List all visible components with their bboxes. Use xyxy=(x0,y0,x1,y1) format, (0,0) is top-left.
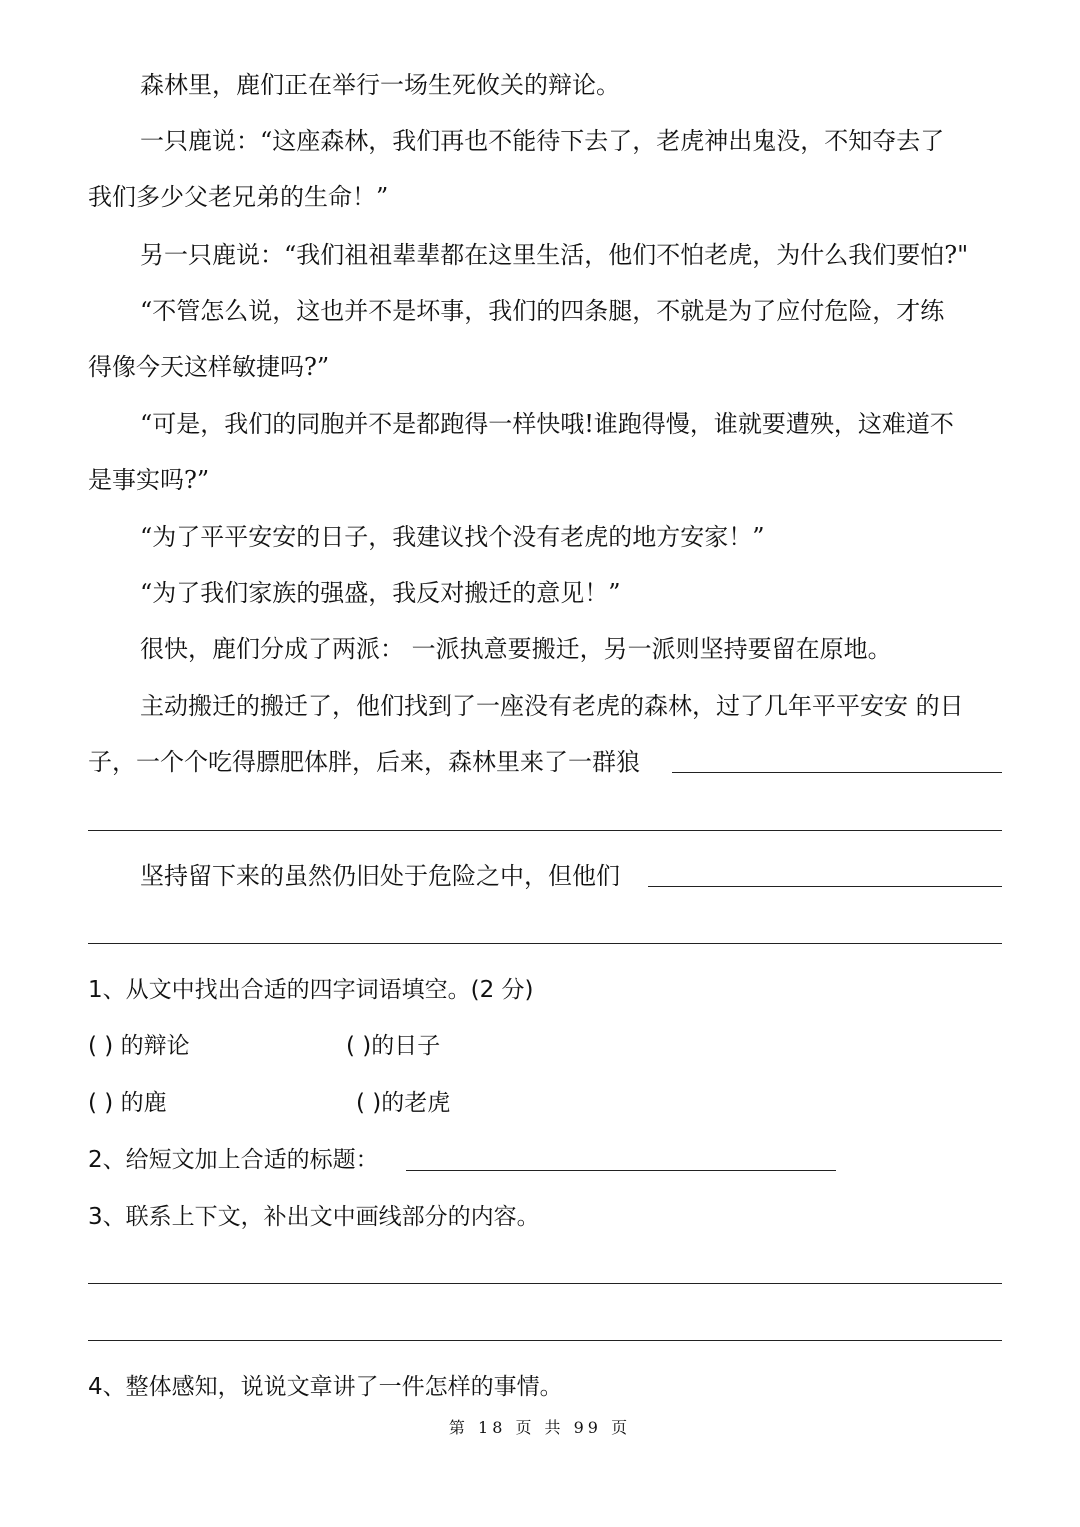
question-4: 4、整体感知，说说文章讲了一件怎样的事情。 xyxy=(88,1374,563,1400)
answer-line-title[interactable] xyxy=(406,1170,836,1171)
passage-paragraph-2-line-2: 我们多少父老兄弟的生命！” xyxy=(88,183,389,211)
question-1-blank-days[interactable]: ( )的日子 xyxy=(346,1033,441,1059)
passage-paragraph-4-line-1: “不管怎么说，这也并不是坏事，我们的四条腿，不就是为了应付危险，才练 xyxy=(140,297,945,325)
answer-line-q3-2[interactable] xyxy=(88,1340,1002,1341)
passage-paragraph-6: “为了平平安安的日子，我建议找个没有老虎的地方安家！” xyxy=(140,523,765,551)
passage-paragraph-8: 很快，鹿们分成了两派： 一派执意要搬迁，另一派则坚持要留在原地。 xyxy=(140,635,892,663)
passage-paragraph-9-line-1: 主动搬迁的搬迁了，他们找到了一座没有老虎的森林，过了几年平平安安 的日 xyxy=(140,692,964,720)
question-1: 1、从文中找出合适的四字词语填空。(2 分) xyxy=(88,977,534,1003)
answer-line-q3-1[interactable] xyxy=(88,1283,1002,1284)
passage-paragraph-10: 坚持留下来的虽然仍旧处于危险之中，但他们 xyxy=(140,862,620,890)
passage-paragraph-1: 森林里，鹿们正在举行一场生死攸关的辩论。 xyxy=(140,71,620,99)
question-3: 3、联系上下文，补出文中画线部分的内容。 xyxy=(88,1204,540,1230)
answer-line-wolves-continued[interactable] xyxy=(88,830,1002,831)
passage-paragraph-7: “为了我们家族的强盛，我反对搬迁的意见！” xyxy=(140,579,621,607)
passage-paragraph-3: 另一只鹿说：“我们祖祖辈辈都在这里生活，他们不怕老虎，为什么我们要怕?" xyxy=(140,241,969,269)
question-2: 2、给短文加上合适的标题： xyxy=(88,1147,379,1173)
question-1-blank-deer[interactable]: ( ) 的鹿 xyxy=(88,1090,167,1116)
passage-paragraph-4-line-2: 得像今天这样敏捷吗?” xyxy=(88,353,330,381)
question-1-blank-debate[interactable]: ( ) 的辩论 xyxy=(88,1033,190,1059)
page-footer: 第 18 页 共 99 页 xyxy=(448,1418,632,1437)
answer-line-stayers[interactable] xyxy=(648,886,1002,887)
passage-paragraph-5-line-1: “可是，我们的同胞并不是都跑得一样快哦!谁跑得慢，谁就要遭殃，这难道不 xyxy=(140,410,954,438)
passage-paragraph-9-line-2: 子，一个个吃得膘肥体胖，后来，森林里来了一群狼 xyxy=(88,748,640,776)
passage-paragraph-2-line-1: 一只鹿说：“这座森林，我们再也不能待下去了，老虎神出鬼没，不知夺去了 xyxy=(140,127,945,155)
answer-line-stayers-continued[interactable] xyxy=(88,943,1002,944)
passage-paragraph-5-line-2: 是事实吗?” xyxy=(88,466,210,494)
answer-line-wolves[interactable] xyxy=(672,772,1002,773)
question-1-blank-tiger[interactable]: ( )的老虎 xyxy=(356,1090,451,1116)
